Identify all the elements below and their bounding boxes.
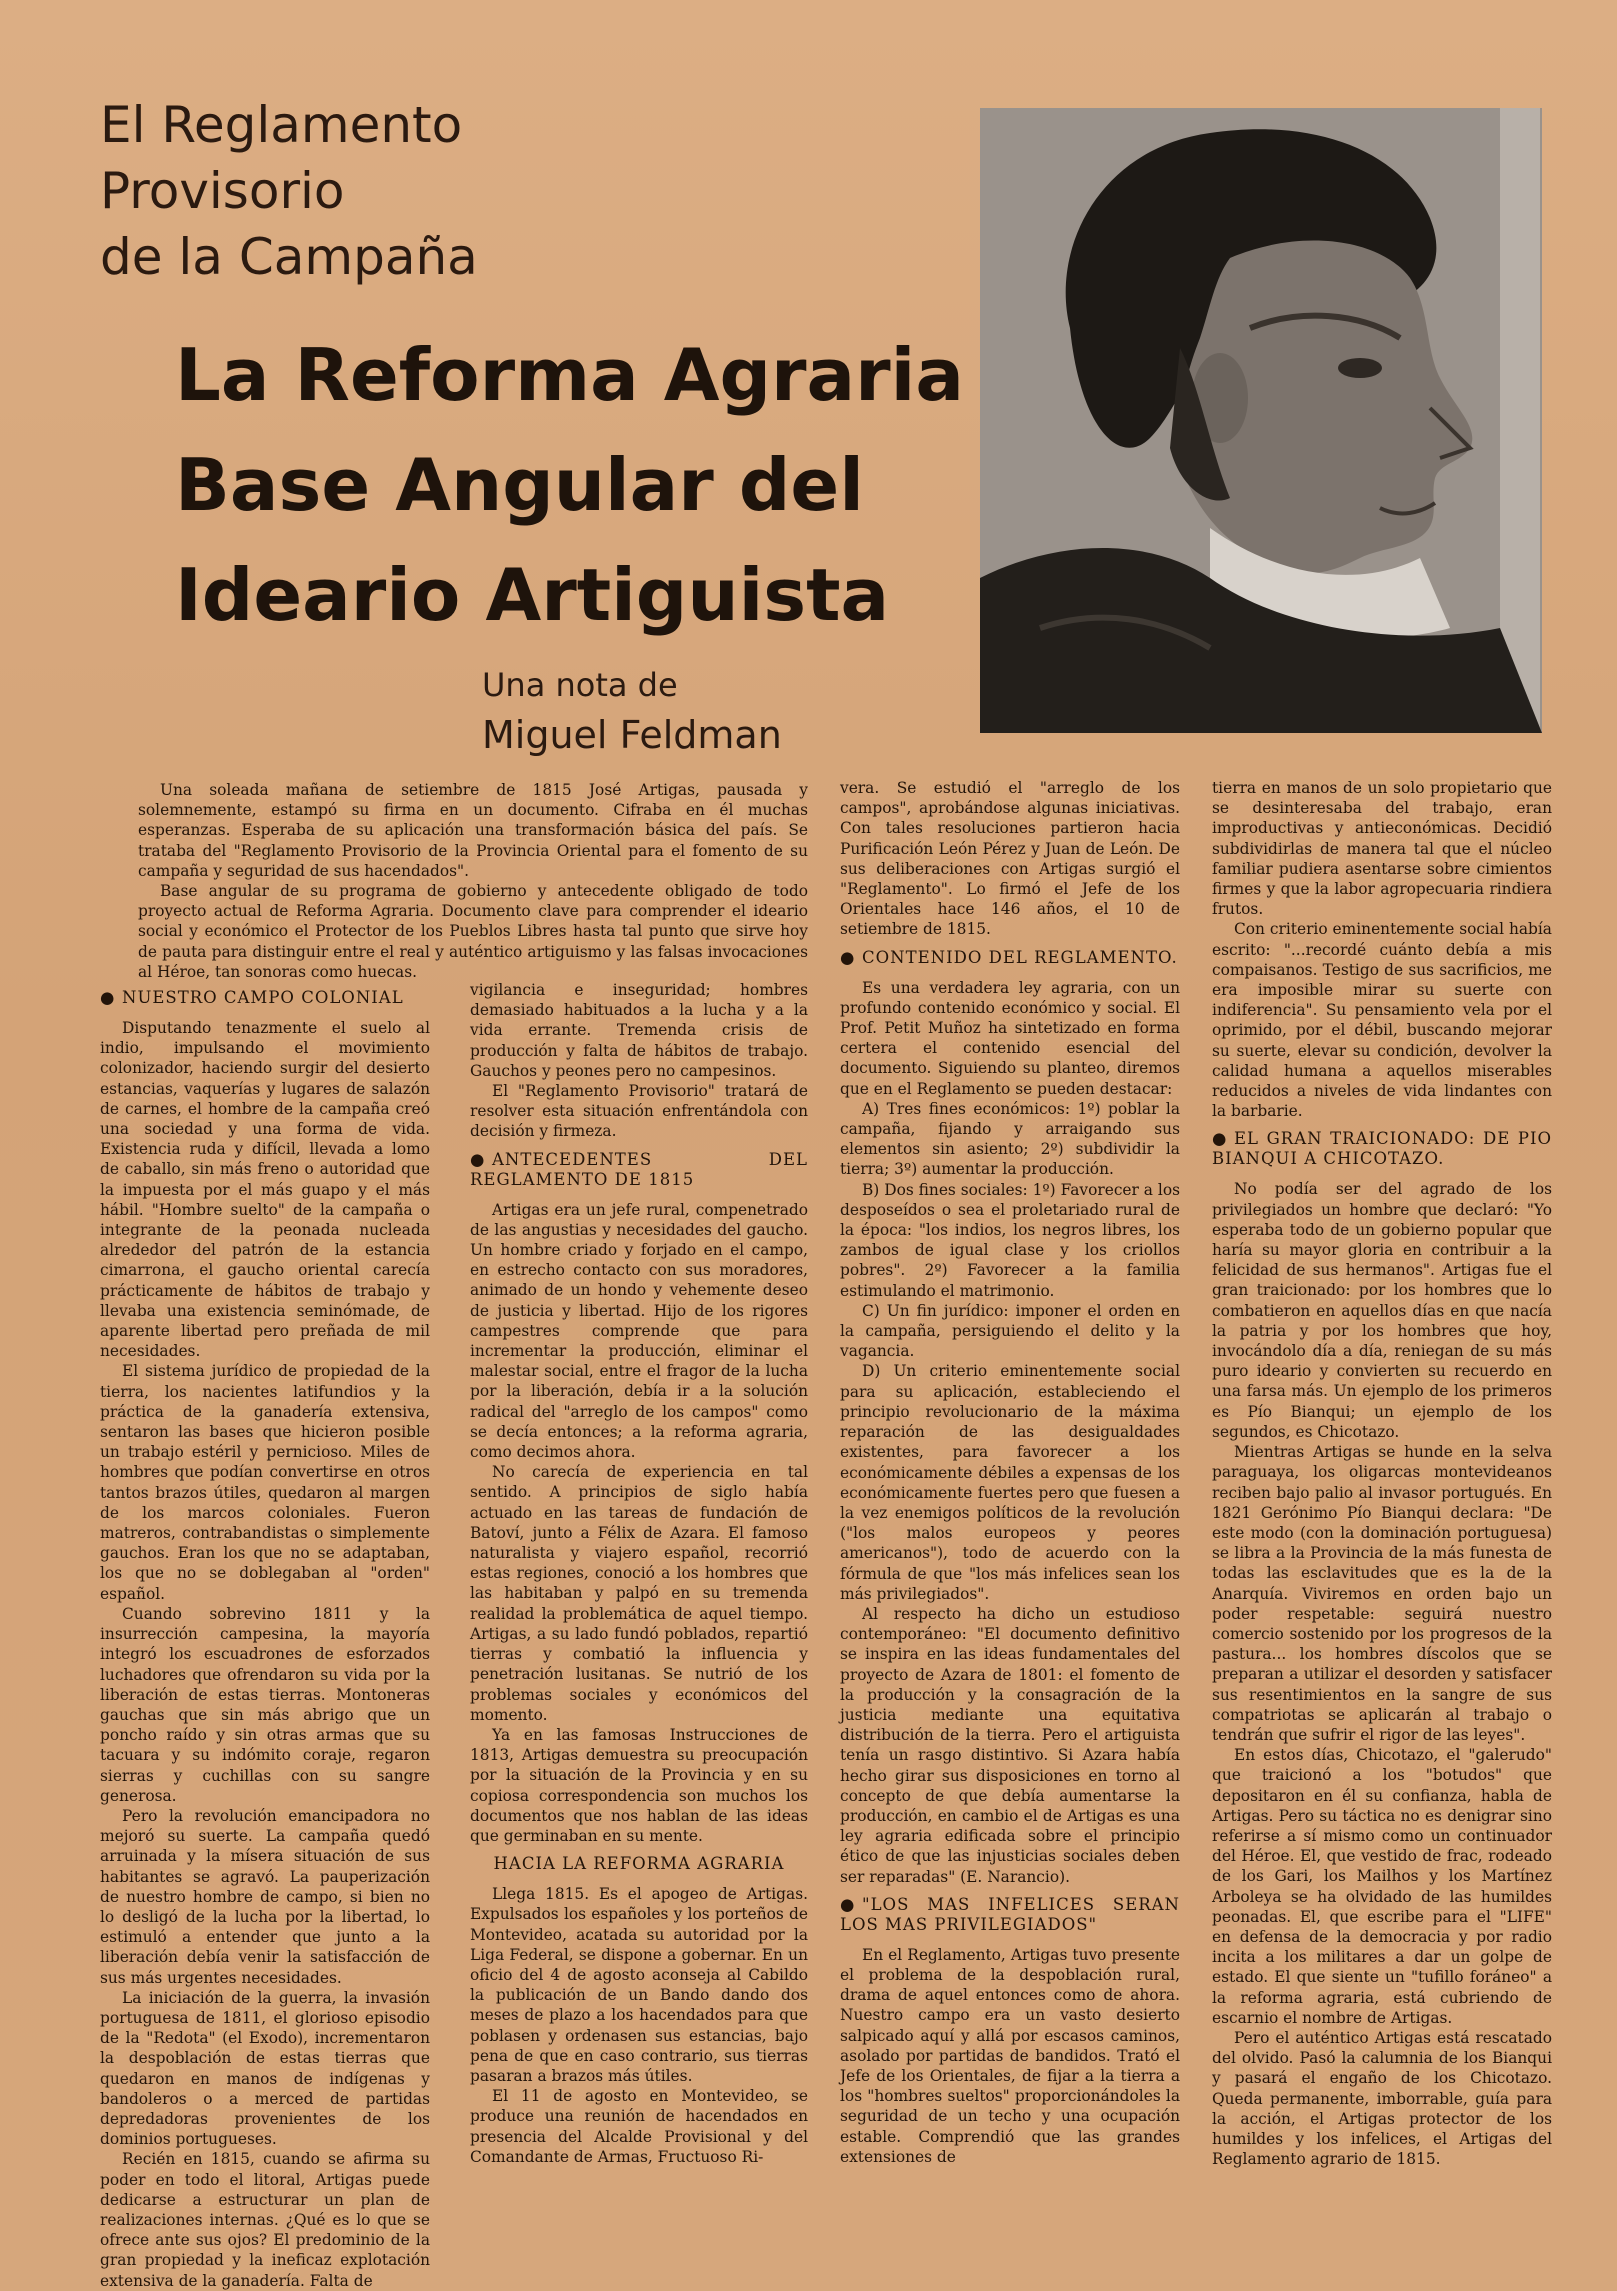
paragraph: vera. Se estudió el "arreglo de los campos", aprobándose algunas iniciativas. Con tales resoluciones partieron hacia Purificación León Pérez y Juan de León. De sus deliberaciones con Artigas surgió el "Reglamento". Lo firmó el Jefe de los Orientales hace 146 años, el 10 de setiembre de 1815. [840, 779, 1180, 939]
section-heading: ● "LOS MAS INFELICES SERAN LOS MAS PRIVILEGIADOS" [840, 1894, 1180, 1934]
paragraph: Cuando sobrevino 1811 y la insurrección campesina, la mayoría integró los escuadrones de esforzados luchadores que ofrendaron su vida por la liberación de estas tierras. Montoneras gauchas que sin más abrigo que un poncho raído y sin otras armas que su tacuara y su indómito coraje, regaron sierras y cuchillas con su sangre generosa. [100, 1604, 430, 1805]
section-heading: HACIA LA REFORMA AGRARIA [493, 1854, 785, 1874]
section-heading: ● ANTECEDENTES DEL REGLAMENTO DE 1815 [470, 1149, 808, 1189]
paragraph: El sistema jurídico de propiedad de la tierra, los nacientes latifundios y la práctica de la ganadería extensiva, sentaron las bases que hicieron posible un trabajo estéril y pernicioso. Miles de hombres que podían convertirse en otros tantos brazos útiles, quedaron al margen de los marcos coloniales. Fueron matreros, contrabandistas o simplemente gauchos. Eran los que no se adaptaban, los que no se doblegaban al "orden" español. [100, 1362, 430, 1603]
paragraph: Llega 1815. Es el apogeo de Artigas. Expulsados los españoles y los porteños de Montevideo, acatada su autoridad por la Liga Federal, se dispone a gobernar. En un oficio del 4 de agosto aconseja al Cabildo la publicación de un Bando dando dos meses de plazo a los hacendados para que poblasen y ordenasen sus estancias, bajo pena de que en caso contrario, sus tierras pasaran a brazos más útiles. [470, 1885, 808, 2085]
byline [482, 660, 812, 760]
paragraph: Mientras Artigas se hunde en la selva paraguaya, los oligarcas montevideanos reciben bajo palio al invasor portugués. En 1821 Gerónimo Pío Bianqui declara: "De este modo (con la dominación portuguesa) se libra a la Provincia de la más funesta de todas las esclavitudes que es la de la Anarquía. Viviremos en orden bajo un poder respetable: seguirá nuestro comercio sostenido por los progresos de la pastura... los hombres díscolos que se preparan a utilizar el desorden y satisfacer sus resentimientos en la sangre de sus compatriotas se aplicarán al trabajo o tendrán que sufrir el rigor de las leyes". [1212, 1443, 1552, 1744]
section-heading: ● EL GRAN TRAICIONADO: DE PIO BIANQUI A CHICOTAZO. [1212, 1129, 1552, 1169]
column-3 [840, 778, 1180, 2167]
paragraph: Es una verdadera ley agraria, con un profundo contenido económico y social. El Prof. Petit Muñoz ha sintetizado en forma certera el contenido esencial del documento. Siguiendo su planteo, diremos que en el Reglamento se pueden destacar: [840, 978, 1180, 1098]
paragraph: Ya en las famosas Instrucciones de 1813, Artigas demuestra su preocupación por la situación de la Provincia y en su copiosa correspondencia son muchos los documentos que nos hablan de las ideas que germinaban en su mente. [470, 1725, 808, 1845]
section-heading: ● NUESTRO CAMPO COLONIAL [100, 988, 404, 1007]
paragraph: Recién en 1815, cuando se afirma su poder en todo el litoral, Artigas puede dedicarse a estructurar un plan de realizaciones internas. ¿Qué es lo que se ofrece ante sus ojos? El predominio de la gran propiedad y la ineficaz explotación extensiva de la ganadería. Falta de [100, 2150, 430, 2290]
paragraph: En estos días, Chicotazo, el "galerudo" que traicionó a los "botudos" que depositaron en él su confianza, habla de Artigas. Pero su táctica no es denigrar sino referirse a sí mismo como un continuador del Héroe. El, que vestido de frac, rodeado de los Gari, los Mailhos y los Martínez Arboleya se ha olvidado de las humildes peonadas. El, que escribe para el "LIFE" en defensa de la democracia y por radio incita a los militares a dar un golpe de estado. El que siente un "tufillo foráneo" a la reforma agraria, está cubriendo de escarnio el nombre de Artigas. [1212, 1746, 1552, 2027]
paragraph: vigilancia e inseguridad; hombres demasiado habituados a la lucha y a la vida errante. Tremenda crisis de producción y falta de hábitos de trabajo. Gauchos y peones pero no campesinos. [470, 981, 808, 1080]
headline-line-1: La Reforma Agraria [175, 333, 964, 417]
byline-intro: Una nota de [482, 666, 678, 704]
column-1 [100, 980, 430, 2291]
intro-paragraph-2: Base angular de su programa de gobierno y antecedente obligado de todo proyecto actual de Reforma Agraria. Documento clave para comprender el ideario social y económico el Protector de los Pueblos Libres hasta tal punto que sirve hoy de pauta para distinguir entre el real y auténtico artiguismo y las falsas invocaciones al Héroe, tan sonoras como huecas. [138, 882, 808, 981]
paragraph: tierra en manos de un solo propietario que se desinteresaba del trabajo, eran improductivas y antieconómicas. Decidió subdividirlas de manera tal que el núcleo familiar pudiera asentarse sobre cimientos firmes y que la labor agropecuaria rindiera frutos. [1212, 779, 1552, 919]
paragraph: B) Dos fines sociales: 1º) Favorecer a los desposeídos o sea el proletariado rural de la época: "los indios, los negros libres, los zambos de igual clase y los criollos pobres". 2º) Favorecer a la familia estimulando el matrimonio. [840, 1180, 1180, 1300]
paragraph: D) Un criterio eminentemente social para su aplicación, estableciendo el principio revolucionario de la máxima reparación de las desigualdades existentes, para favorecer a los económicamente débiles a expensas de los económicamente fuertes pero que fuesen a la vez enemigos políticos de la revolución ("los malos europeos y peores americanos"), todo de acuerdo con la fórmula de que "los más infelices sean los más privilegiados". [840, 1362, 1180, 1603]
paragraph: No podía ser del agrado de los privilegiados un hombre que declaró: "Yo esperaba todo de un gobierno popular que haría su mayor gloria en contribuir a la felicidad de sus hermanos". Artigas fue el gran traicionado: por los hombres que lo combatieron en aquellos días en que nacía la patria y por los hombres que hoy, invocándolo día a día, reniegan de su más puro ideario y convierten su recuerdo en una farsa más. Un ejemplo de los primeros es Pío Bianqui; un ejemplo de los segundos, es Chicotazo. [1212, 1180, 1552, 1441]
kicker-title [100, 92, 720, 290]
kicker-line-1: El Reglamento Provisorio [100, 96, 463, 220]
paragraph: Disputando tenazmente el suelo al indio, impulsando el movimiento colonizador, haciendo surgir del desierto estancias, vaquerías y lugares de salazón de carnes, el hombre de la campaña creó una sociedad y una forma de vida. Existencia ruda y difícil, llevada a lomo de caballo, sin más freno o autoridad que la impuesta por el más guapo y el más hábil. "Hombre suelto" de la campaña o integrante de la peonada nucleada alrededor del patrón de la estancia cimarrona, el gaucho oriental carecía prácticamente de hábitos de trabajo y llevaba una existencia seminómade, de aparente libertad pero preñada de mil necesidades. [100, 1019, 430, 1361]
paragraph: El "Reglamento Provisorio" tratará de resolver esta situación enfrentándola con decisión y firmeza. [470, 1082, 808, 1141]
paragraph: El 11 de agosto en Montevideo, se produce una reunión de hacendados en presencia del Alcalde Provisional y del Comandante de Armas, Fructuoso Ri- [470, 2087, 808, 2166]
headline-line-2: Base Angular del [175, 443, 864, 527]
kicker-line-2: de la Campaña [100, 228, 478, 286]
paragraph: Pero la revolución emancipadora no mejoró su suerte. La campaña quedó arruinada y la mísera situación de sus habitantes se agravó. La pauperización de nuestro hombre de campo, si bien no lo desligó de la lucha por la libertad, lo estimuló a entender que junto a la liberación debía venir la satisfacción de sus más urgentes necesidades. [100, 1806, 430, 1987]
byline-author: Miguel Feldman [482, 713, 782, 757]
intro-paragraphs [138, 780, 808, 982]
column-4 [1212, 778, 1552, 2169]
paragraph: Artigas era un jefe rural, compenetrado de las angustias y necesidades del gaucho. Un hombre criado y forjado en el campo, en estrecho contacto con sus moradores, animado de un hondo y vehemente deseo de justicia y libertad. Hijo de los rigores campestres comprende que para incrementar la producción, eliminar el malestar social, entre el fragor de la lucha por la liberación, debía ir a la solución radical del "arreglo de los campos" como se decía entonces; a la reforma agraria, como decimos ahora. [470, 1200, 808, 1462]
paragraph: C) Un fin jurídico: imponer el orden en la campaña, persiguiendo el delito y la vagancia. [840, 1301, 1180, 1361]
main-headline [175, 320, 975, 650]
paragraph: Al respecto ha dicho un estudioso contemporáneo: "El documento definitivo se inspira en las ideas fundamentales del proyecto de Azara de 1801: el fomento de la producción y la consagración de la justicia mediante una equitativa distribución de la tierra. Pero el artiguista tenía un rasgo distintivo. Si Azara había hecho girar sus disposiciones en torno al concepto de que debía aumentarse la producción, en cambio el de Artigas es una ley agraria edificada sobre el principio ético de que las injusticias sociales deben ser reparadas" (E. Narancio). [840, 1604, 1180, 1886]
paragraph: La iniciación de la guerra, la invasión portuguesa de 1811, el glorioso episodio de la "Redota" (el Exodo), incrementaron la despoblación de estas tierras que quedaron en manos de indígenas y bandoleros o a merced de partidas depredadoras provenientes de los dominios portugueses. [100, 1988, 430, 2149]
artigas-portrait-icon [980, 108, 1542, 733]
paragraph: Pero el auténtico Artigas está rescatado del olvido. Pasó la calumnia de los Bianqui y pasará el engaño de los Chicotazo. Queda permanente, imborrable, guía para la acción, el Artigas protector de los humildes y los infelices, el Artigas del Reglamento agrario de 1815. [1212, 2028, 1552, 2169]
paragraph: Con criterio eminentemente social había escrito: "...recordé cuánto debía a mis compaisanos. Testigo de sus sacrificios, me era imposible mirar su suerte con indiferencia". Su pensamiento vela por el oprimido, por el débil, buscando mejorar su suerte, elevar su condición, devolver la calidad humana a aquellos miserables reducidos a niveles de vida lindantes con la barbarie. [1212, 920, 1552, 1121]
paragraph: A) Tres fines económicos: 1º) poblar la campaña, fijando y arraigando sus elementos sin asiento; 2º) subdividir la tierra; 3º) aumentar la producción. [840, 1099, 1180, 1179]
column-2 [470, 980, 808, 2167]
intro-paragraph-1: Una soleada mañana de setiembre de 1815 José Artigas, pausada y solemnemente, estampó su firma en un documento. Cifraba en él muchas esperanzas. Esperaba de su aplicación una transformación básica del país. Se trataba del "Reglamento Provisorio de la Provincia Oriental para el fomento de su campaña y seguridad de sus hacendados". [138, 781, 808, 880]
paragraph: En el Reglamento, Artigas tuvo presente el problema de la despoblación rural, drama de aquel entonces como de ahora. Nuestro campo era un vasto desierto salpicado aquí y allá por escasos caminos, asolado por partidas de bandidos. Trató el Jefe de los Orientales, de fijar a la tierra a los "hombres sueltos" proporcionándoles la seguridad de un techo y una ocupación estable. Comprendió que las grandes extensiones de [840, 1945, 1180, 2166]
headline-line-3: Ideario Artiguista [175, 553, 890, 637]
paragraph: No carecía de experiencia en tal sentido. A principios de siglo había actuado en las tareas de fundación de Batoví, junto a Félix de Azara. El famoso naturalista y viajero español, recorrió estas regiones, conoció a los hombres que las habitaban y palpó en su tremenda realidad la problemática de aquel tiempo. Artigas, a su lado fundó poblados, repartió tierras y combatió la influencia y penetración lusitanas. Se nutrió de los problemas sociales y económicos del momento. [470, 1463, 808, 1724]
section-heading: ● CONTENIDO DEL REGLAMENTO. [840, 947, 1178, 967]
